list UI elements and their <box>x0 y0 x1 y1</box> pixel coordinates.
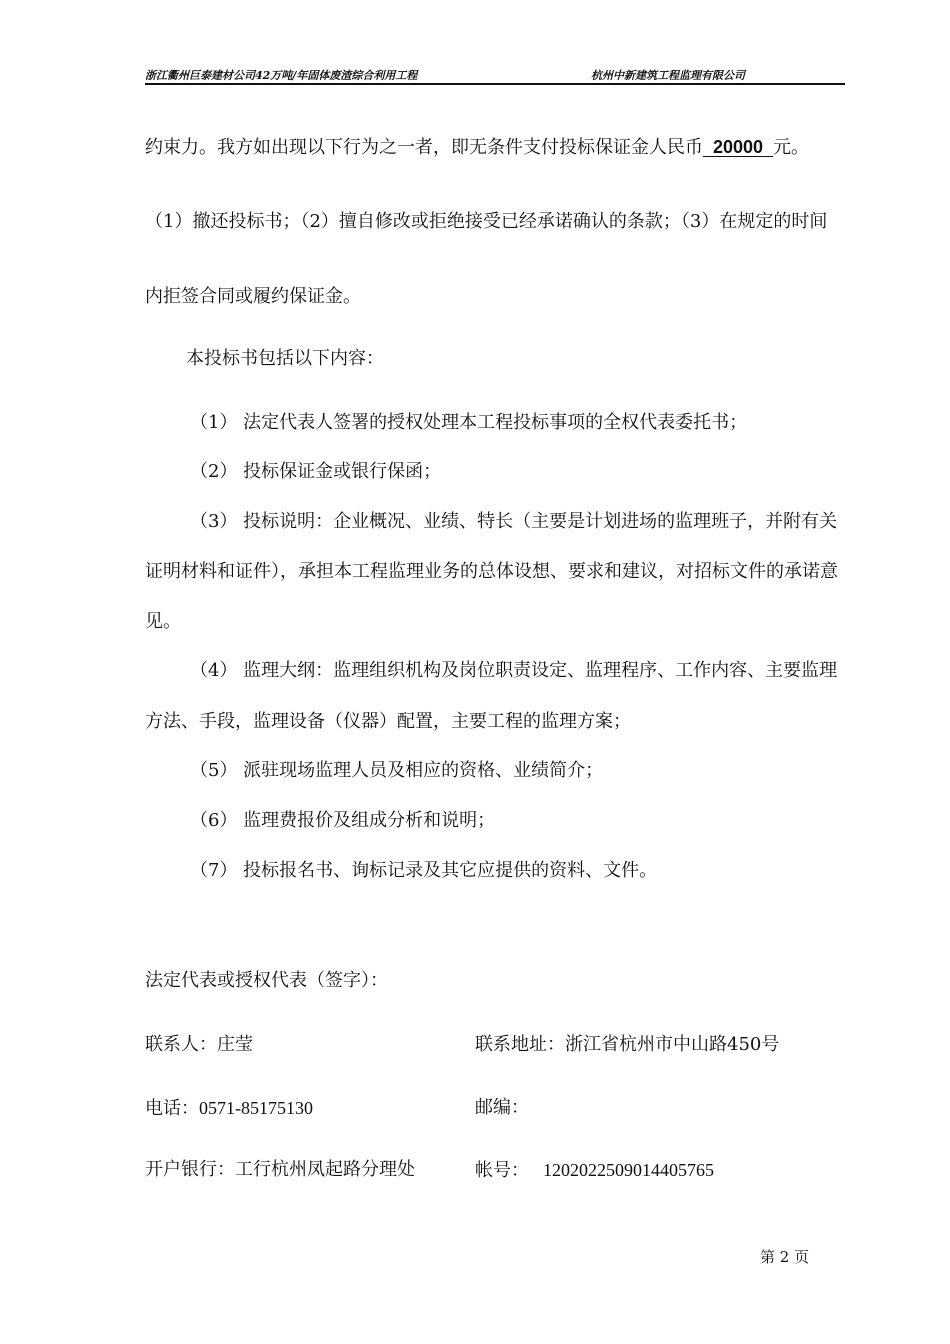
contact-address <box>475 1034 779 1056</box>
list-item-6: （6） 监理费报价及组成分析和说明； <box>190 810 496 831</box>
account-label: 帐号： <box>475 1160 529 1181</box>
phone-value: 0571-85175130 <box>199 1098 313 1118</box>
address-label: 联系地址： <box>475 1034 565 1055</box>
list-item-1: （1） 法定代表人签署的授权处理本工程投标事项的全权代表委托书； <box>190 412 748 433</box>
list-item-5: （5） 派驻现场监理人员及相应的资格、业绩简介； <box>190 760 604 781</box>
list-item-3-cont-2: 见。 <box>145 611 181 632</box>
bank-value: 工行杭州凤起路分理处 <box>235 1159 415 1180</box>
line1-text: 约束力。我方如出现以下行为之一者，即无条件支付投标保证金人民币 <box>145 137 703 158</box>
page-header <box>145 67 845 85</box>
list-item-7: （7） 投标报名书、询标记录及其它应提供的资料、文件。 <box>190 860 658 881</box>
header-project-title: 浙江衢州巨泰建材公司42万吨/年固体废渣综合利用工程 <box>145 69 418 82</box>
representative-signature-label: 法定代表或授权代表（签字）： <box>145 970 388 991</box>
postcode <box>475 1097 529 1119</box>
contact-label: 联系人： <box>145 1034 217 1055</box>
bank-label: 开户银行： <box>145 1159 235 1180</box>
header-company-name: 杭州中新建筑工程监理有限公司 <box>591 69 745 82</box>
phone-label: 电话： <box>145 1098 199 1119</box>
list-item-3: （3） 投标说明：企业概况、业绩、特长（主要是计划进场的监理班子，并附有关 <box>190 511 838 532</box>
list-item-4: （4） 监理大纲：监理组织机构及岗位职责设定、监理程序、工作内容、主要监理 <box>190 660 838 681</box>
contact-name: 庄莹 <box>217 1034 253 1055</box>
paragraph-line-3: 内拒签合同或履约保证金。 <box>145 286 361 307</box>
deposit-amount: 20000 <box>703 138 773 157</box>
contents-intro: 本投标书包括以下内容： <box>186 348 384 369</box>
paragraph-line-1 <box>145 137 809 159</box>
phone <box>145 1097 313 1120</box>
address-value: 浙江省杭州市中山路450号 <box>565 1034 780 1055</box>
list-item-4-cont: 方法、手段，监理设备（仪器）配置，主要工程的监理方案； <box>145 711 631 732</box>
account <box>475 1159 714 1182</box>
contact-person <box>145 1034 253 1056</box>
line1-suffix: 元。 <box>773 137 810 158</box>
list-item-2: （2） 投标保证金或银行保函； <box>190 461 442 482</box>
postcode-label: 邮编： <box>475 1097 529 1118</box>
list-item-3-cont-1: 证明材料和证件），承担本工程监理业务的总体设想、要求和建议，对招标文件的承诺意 <box>145 561 838 582</box>
page-number: 第 2 页 <box>760 1248 810 1266</box>
bank <box>145 1159 415 1181</box>
paragraph-line-2: （1）撤还投标书；（2）擅自修改或拒绝接受已经承诺确认的条款；（3）在规定的时间 <box>145 211 828 232</box>
account-value: 1202022509014405765 <box>543 1160 714 1180</box>
